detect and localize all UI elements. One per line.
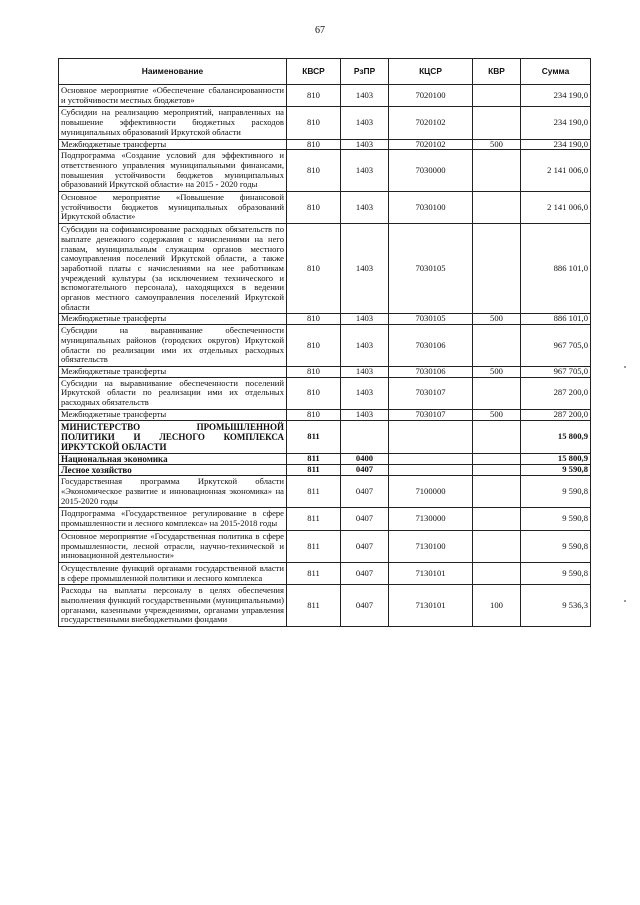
cell-name: Государственная программа Иркутской области «Экономическое развитие и инновационная экономика» на 2015-2020 годы: [59, 476, 287, 508]
cell-name: Межбюджетные трансферты: [59, 366, 287, 377]
cell-kcsr: 7130100: [389, 530, 473, 562]
cell-name: Субсидии на выравнивание обеспеченности поселений Иркутской области по реализации ими их отдельных расходных обязательств: [59, 377, 287, 409]
cell-sum: 9 590,8: [521, 465, 591, 476]
cell-rzpr: 0407: [341, 465, 389, 476]
cell-kvr: [473, 107, 521, 139]
table-row: [59, 562, 591, 584]
cell-rzpr: 1403: [341, 192, 389, 224]
cell-name: Межбюджетные трансферты: [59, 409, 287, 420]
cell-rzpr: 1403: [341, 85, 389, 107]
cell-kvsr: 811: [287, 465, 341, 476]
cell-name: Основное мероприятие «Государственная политика в сфере промышленности, лесной отрасли, научно-технической и инновационной деятельности»: [59, 530, 287, 562]
cell-rzpr: 1403: [341, 377, 389, 409]
cell-name: Межбюджетные трансферты: [59, 314, 287, 325]
cell-kvr: [473, 85, 521, 107]
cell-kvr: 500: [473, 409, 521, 420]
cell-rzpr: 0407: [341, 530, 389, 562]
cell-rzpr: 1403: [341, 325, 389, 367]
cell-kvr: [473, 325, 521, 367]
cell-kvsr: 811: [287, 453, 341, 464]
scan-speck: [624, 366, 626, 368]
cell-rzpr: [341, 420, 389, 453]
cell-sum: 15 800,9: [521, 453, 591, 464]
table-row: [59, 85, 591, 107]
cell-kvr: [473, 377, 521, 409]
cell-kcsr: 7130000: [389, 508, 473, 530]
cell-sum: 9 590,8: [521, 530, 591, 562]
cell-kvr: [473, 476, 521, 508]
cell-rzpr: 0400: [341, 453, 389, 464]
cell-name: Национальная экономика: [59, 453, 287, 464]
table-row: [59, 366, 591, 377]
cell-kcsr: 7100000: [389, 476, 473, 508]
cell-rzpr: 0407: [341, 585, 389, 627]
cell-kvsr: 810: [287, 377, 341, 409]
cell-kvsr: 810: [287, 139, 341, 150]
cell-name: Осуществление функций органами государственной власти в сфере промышленной политики и лесного комплекса: [59, 562, 287, 584]
table-row: [59, 508, 591, 530]
table-row: [59, 585, 591, 627]
cell-kvr: 500: [473, 366, 521, 377]
cell-kvr: [473, 508, 521, 530]
cell-name: Подпрограмма «Создание условий для эффективного и ответственного управления муниципальными финансами, повышения устойчивости бюджетов муниципальных образований Иркутской области» на 2015 - 2020 годы: [59, 150, 287, 192]
cell-kcsr: [389, 465, 473, 476]
cell-name: Основное мероприятие «Обеспечение сбалансированности и устойчивости местных бюджетов»: [59, 85, 287, 107]
cell-kcsr: 7030000: [389, 150, 473, 192]
cell-name: Субсидии на софинансирование расходных обязательств по выплате денежного содержания с начислениями на него главам, муниципальным служащим органов местного самоуправления поселений Иркутской области, а также заработной платы с начислениями на нее работникам учреждений культуры (за исключением технического и вспомогательного персонала), находящихся в ведении органов местного самоуправления поселений Иркутской области: [59, 224, 287, 314]
cell-kcsr: 7020100: [389, 85, 473, 107]
cell-kvsr: 811: [287, 420, 341, 453]
table-row: [59, 530, 591, 562]
cell-rzpr: 0407: [341, 476, 389, 508]
cell-sum: 287 200,0: [521, 377, 591, 409]
table-header-row: [59, 59, 591, 85]
table-row: [59, 314, 591, 325]
cell-sum: 886 101,0: [521, 224, 591, 314]
table-row: [59, 409, 591, 420]
table-body: [59, 85, 591, 627]
cell-kvr: 100: [473, 585, 521, 627]
cell-kvr: [473, 465, 521, 476]
cell-kvsr: 810: [287, 314, 341, 325]
cell-rzpr: 0407: [341, 508, 389, 530]
cell-kvr: 500: [473, 139, 521, 150]
cell-rzpr: 1403: [341, 366, 389, 377]
cell-kcsr: 7020102: [389, 139, 473, 150]
cell-kcsr: 7030106: [389, 366, 473, 377]
header-kcsr: КЦСР: [389, 59, 473, 85]
cell-kvsr: 810: [287, 366, 341, 377]
cell-rzpr: 1403: [341, 409, 389, 420]
table-row: [59, 465, 591, 476]
cell-sum: 287 200,0: [521, 409, 591, 420]
cell-kvsr: 810: [287, 150, 341, 192]
header-kvsr: КВСР: [287, 59, 341, 85]
cell-kvsr: 811: [287, 530, 341, 562]
cell-kvr: [473, 224, 521, 314]
table-row: [59, 420, 591, 453]
cell-kvr: [473, 453, 521, 464]
cell-sum: 9 590,8: [521, 562, 591, 584]
cell-kcsr: [389, 420, 473, 453]
cell-kvsr: 810: [287, 325, 341, 367]
cell-kvsr: 811: [287, 476, 341, 508]
budget-table: [58, 58, 591, 627]
cell-sum: 2 141 006,0: [521, 192, 591, 224]
cell-rzpr: 1403: [341, 150, 389, 192]
cell-sum: 2 141 006,0: [521, 150, 591, 192]
cell-name: Субсидии на выравнивание обеспеченности муниципальных районов (городских округов) Иркутской области по реализации ими их отдельных расходных обязательств: [59, 325, 287, 367]
page-number: 67: [315, 25, 325, 36]
cell-kvr: [473, 150, 521, 192]
cell-kcsr: 7130101: [389, 562, 473, 584]
cell-kcsr: 7030107: [389, 377, 473, 409]
cell-kvsr: 811: [287, 585, 341, 627]
cell-rzpr: 1403: [341, 139, 389, 150]
cell-kvsr: 811: [287, 508, 341, 530]
table-row: [59, 107, 591, 139]
cell-kvr: [473, 192, 521, 224]
cell-sum: 9 590,8: [521, 508, 591, 530]
scan-speck: [624, 600, 626, 602]
table-row: [59, 192, 591, 224]
cell-sum: 9 590,8: [521, 476, 591, 508]
cell-rzpr: 1403: [341, 314, 389, 325]
header-kvr: КВР: [473, 59, 521, 85]
header-name: Наименование: [59, 59, 287, 85]
cell-rzpr: 0407: [341, 562, 389, 584]
cell-kvsr: 810: [287, 85, 341, 107]
table-row: [59, 325, 591, 367]
table-row: [59, 224, 591, 314]
cell-kcsr: 7030106: [389, 325, 473, 367]
cell-name: Основное мероприятие «Повышение финансовой устойчивости бюджетов муниципальных образований Иркутской области»: [59, 192, 287, 224]
cell-rzpr: 1403: [341, 107, 389, 139]
cell-kcsr: 7030105: [389, 314, 473, 325]
header-sum: Сумма: [521, 59, 591, 85]
cell-kvr: [473, 562, 521, 584]
cell-name: Подпрограмма «Государственное регулирование в сфере промышленности и лесного комплекса» на 2015-2018 годы: [59, 508, 287, 530]
cell-kcsr: 7030107: [389, 409, 473, 420]
cell-kvsr: 811: [287, 562, 341, 584]
cell-sum: 967 705,0: [521, 366, 591, 377]
cell-kcsr: [389, 453, 473, 464]
cell-kvr: 500: [473, 314, 521, 325]
cell-sum: 234 190,0: [521, 85, 591, 107]
cell-sum: 234 190,0: [521, 139, 591, 150]
cell-sum: 9 536,3: [521, 585, 591, 627]
cell-kcsr: 7030100: [389, 192, 473, 224]
cell-sum: 15 800,9: [521, 420, 591, 453]
cell-name: Лесное хозяйство: [59, 465, 287, 476]
cell-kvr: [473, 420, 521, 453]
cell-kvsr: 810: [287, 224, 341, 314]
cell-kcsr: 7030105: [389, 224, 473, 314]
cell-name: МИНИСТЕРСТВО ПРОМЫШЛЕННОЙ ПОЛИТИКИ И ЛЕСНОГО КОМПЛЕКСА ИРКУТСКОЙ ОБЛАСТИ: [59, 420, 287, 453]
cell-sum: 886 101,0: [521, 314, 591, 325]
table-row: [59, 150, 591, 192]
table-row: [59, 453, 591, 464]
cell-rzpr: 1403: [341, 224, 389, 314]
table-row: [59, 377, 591, 409]
cell-kvr: [473, 530, 521, 562]
cell-kcsr: 7130101: [389, 585, 473, 627]
cell-name: Расходы на выплаты персоналу в целях обеспечения выполнения функций государственными (муниципальными) органами, казенными учреждениями, органами управления государственными внебюджетными фондами: [59, 585, 287, 627]
table-row: [59, 139, 591, 150]
table-row: [59, 476, 591, 508]
cell-kvsr: 810: [287, 409, 341, 420]
header-rzpr: РзПР: [341, 59, 389, 85]
cell-name: Субсидии на реализацию мероприятий, направленных на повышение эффективности бюджетных расходов муниципальных образований Иркутской области: [59, 107, 287, 139]
cell-kcsr: 7020102: [389, 107, 473, 139]
cell-kvsr: 810: [287, 107, 341, 139]
cell-sum: 234 190,0: [521, 107, 591, 139]
cell-sum: 967 705,0: [521, 325, 591, 367]
cell-name: Межбюджетные трансферты: [59, 139, 287, 150]
cell-kvsr: 810: [287, 192, 341, 224]
